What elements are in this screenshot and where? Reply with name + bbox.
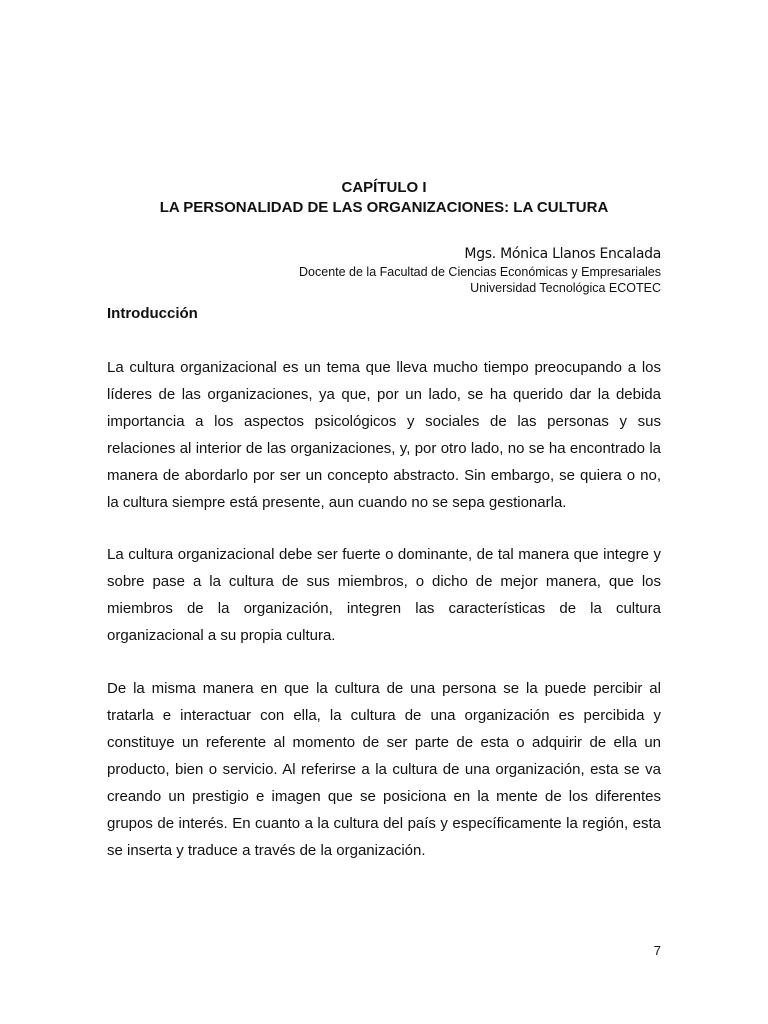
author-block	[299, 244, 661, 296]
author-name: Mgs. Mónica Llanos Encalada	[464, 246, 661, 262]
chapter-number: CAPÍTULO I	[341, 179, 427, 196]
body-paragraph: La cultura organizacional es un tema que lleva mucho tiempo preocupando a los líderes de las organizaciones, ya que, por un lado, se ha querido dar la debida importancia a los aspectos psicológicos y sociales de las personas y sus relaciones al interior de las organizaciones, y, por otro lado, no se ha encontrado la manera de abordarlo por ser un concepto abstracto. Sin embargo, se quiera o no, la cultura siempre está presente, aun cuando no se sepa gestionarla.	[107, 359, 661, 511]
body-paragraph: De la misma manera en que la cultura de una persona se la puede percibir al tratarla e interactuar con ella, la cultura de una organización es percibida y constituye un referente al momento de ser parte de esta o adquirir de ella un producto, bien o servicio. Al referirse a la cultura de una organización, esta se va creando un prestigio e imagen que se posiciona en la mente de los diferentes grupos de interés. En cuanto a la cultura del país y específicamente la región, esta se inserta y traduce a través de la organización.	[107, 680, 661, 859]
page-number: 7	[653, 943, 661, 958]
author-affiliation-faculty: Docente de la Facultad de Ciencias Económicas y Empresariales	[299, 265, 661, 279]
section-heading: Introducción	[107, 305, 198, 322]
body-paragraph: La cultura organizacional debe ser fuerte o dominante, de tal manera que integre y sobre pase a la cultura de sus miembros, o dicho de mejor manera, que los miembros de la organización, integren las características de la cultura organizacional a su propia cultura.	[107, 546, 661, 644]
chapter-title: LA PERSONALIDAD DE LAS ORGANIZACIONES: LA CULTURA	[159, 199, 609, 216]
author-affiliation-university: Universidad Tecnológica ECOTEC	[470, 281, 661, 295]
